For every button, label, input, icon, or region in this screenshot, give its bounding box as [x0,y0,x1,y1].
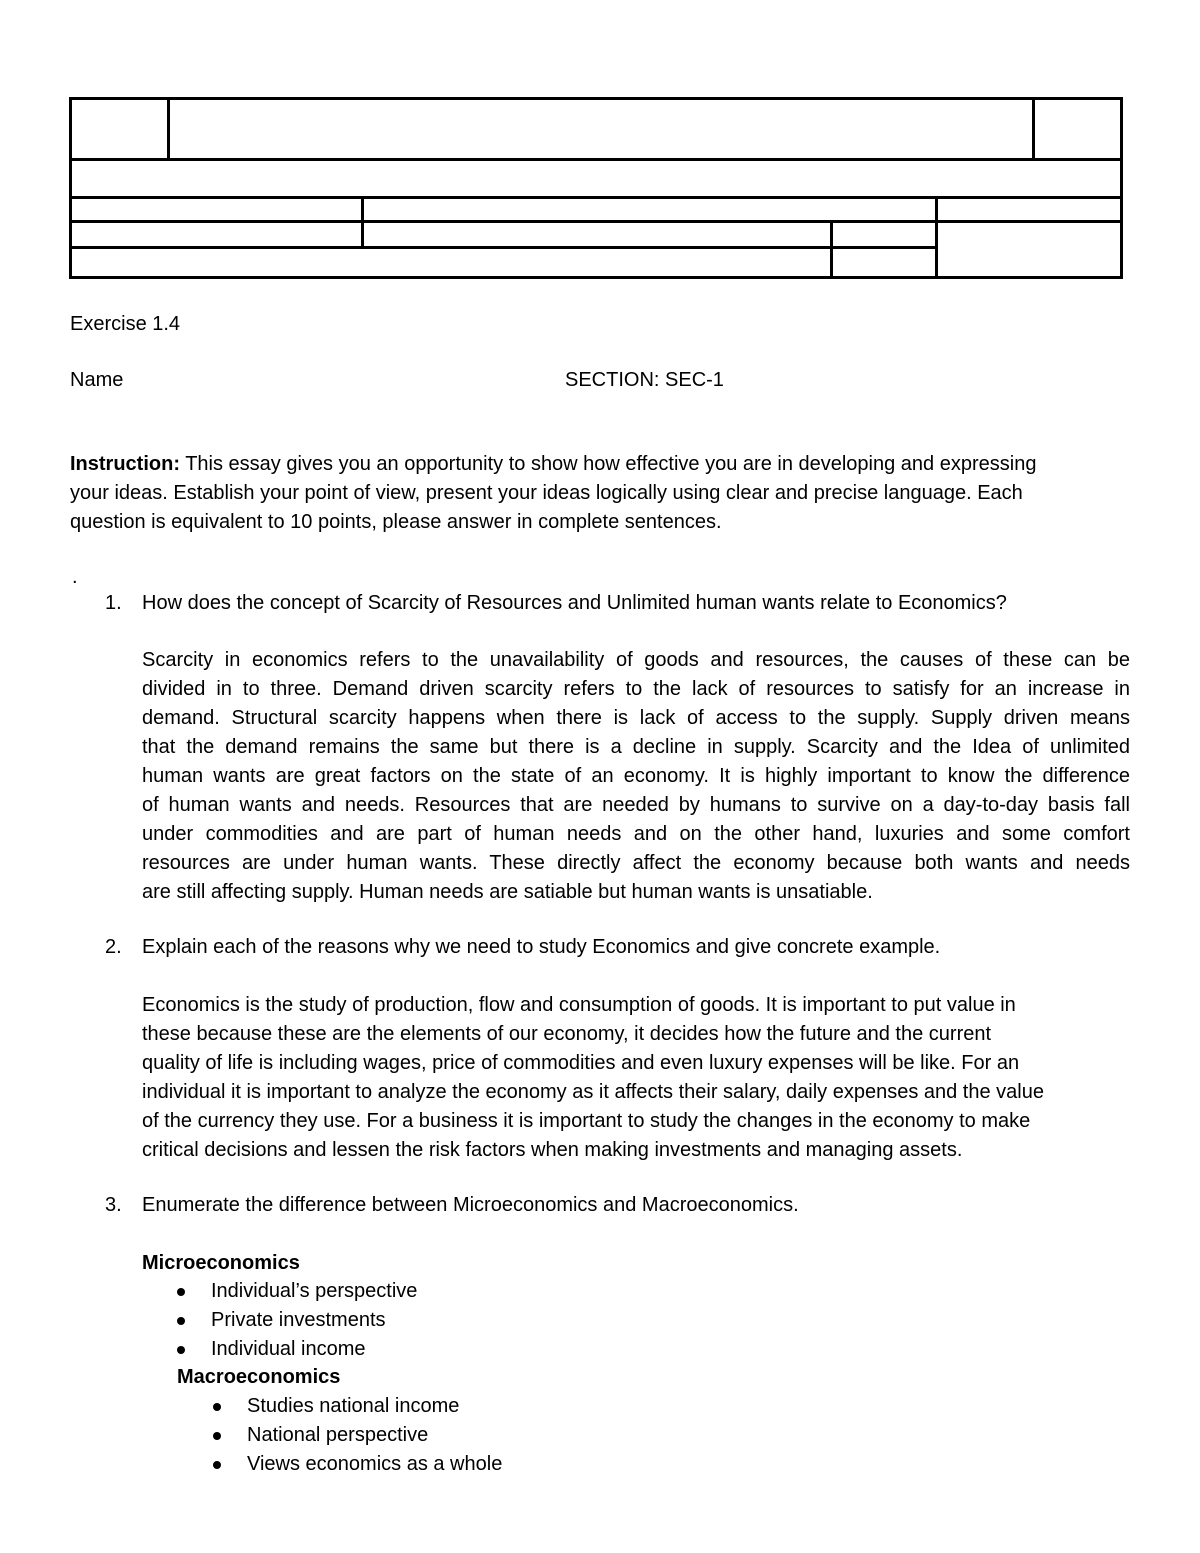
instruction-line: This essay gives you an opportunity to show how effective you are in developing and expressing [180,453,1037,475]
micro-heading: Microeconomics [142,1252,300,1274]
answer-line: resources are under human wants. These directly affect the economy because both wants and needs [142,852,1130,874]
list-item: Individual’s perspective [211,1280,418,1302]
exercise-title: Exercise 1.4 [70,313,181,335]
answer-line: these because these are the elements of our economy, it decides how the future and the current [142,1023,992,1045]
list-item: National perspective [247,1424,429,1446]
bullet-icon [177,1288,185,1296]
list-item: Views economics as a whole [247,1453,503,1475]
answer-line: divided in to three. Demand driven scarcity refers to the lack of resources to satisfy for an increase in [142,678,1130,700]
question-number: 1. [105,592,122,614]
header-form-table [69,97,1123,279]
question-text: Enumerate the difference between Microeconomics and Macroeconomics. [142,1194,799,1216]
answer-line: demand. Structural scarcity happens when there is lack of access to the supply. Supply driven means [142,707,1130,729]
answer-line: of the currency they use. For a business it is important to study the changes in the economy to make [142,1110,1031,1132]
answer-line: individual it is important to analyze the economy as it affects their salary, daily expenses and the value [142,1081,1044,1103]
answer-paragraph [142,646,1130,907]
instruction-line: question is equivalent to 10 points, please answer in complete sentences. [70,511,722,533]
bullet-icon [213,1432,221,1440]
answer-line: under commodities and are part of human needs and on the other hand, luxuries and some comfort [142,823,1130,845]
question-text: How does the concept of Scarcity of Resources and Unlimited human wants relate to Economics? [142,592,1007,614]
bullet-icon [213,1461,221,1469]
answer-line: human wants are great factors on the state of an economy. It is highly important to know the difference [142,765,1130,787]
answer-line: of human wants and needs. Resources that are needed by humans to survive on a day-to-day basis fall [142,794,1130,816]
instruction-paragraph [70,450,1130,537]
stray-mark: . [72,566,78,588]
answer-line: Scarcity in economics refers to the unavailability of goods and resources, the causes of these can be [142,649,1130,671]
answer-line: Economics is the study of production, flow and consumption of goods. It is important to put value in [142,994,1016,1016]
macro-heading: Macroeconomics [177,1366,341,1388]
list-item: Studies national income [247,1395,460,1417]
bullet-icon [213,1403,221,1411]
name-label: Name [70,369,124,391]
answer-paragraph [142,991,1130,1165]
instruction-label: Instruction: [70,453,180,475]
section-label: SECTION: SEC-1 [565,369,724,391]
bullet-icon [177,1317,185,1325]
question-number: 2. [105,936,122,958]
instruction-line: your ideas. Establish your point of view, present your ideas logically using clear and precise language. Each [70,482,1023,504]
question-text: Explain each of the reasons why we need to study Economics and give concrete example. [142,936,941,958]
bullet-icon [177,1346,185,1354]
list-item: Private investments [211,1309,386,1331]
answer-line: that the demand remains the same but there is a decline in supply. Scarcity and the Idea of unlimited [142,736,1130,758]
answer-line: critical decisions and lessen the risk factors when making investments and managing assets. [142,1139,963,1161]
question-number: 3. [105,1194,122,1216]
list-item: Individual income [211,1338,366,1360]
answer-line: quality of life is including wages, price of commodities and even luxury expenses will be like. For an [142,1052,1020,1074]
answer-line: are still affecting supply. Human needs are satiable but human wants is unsatiable. [142,881,873,903]
